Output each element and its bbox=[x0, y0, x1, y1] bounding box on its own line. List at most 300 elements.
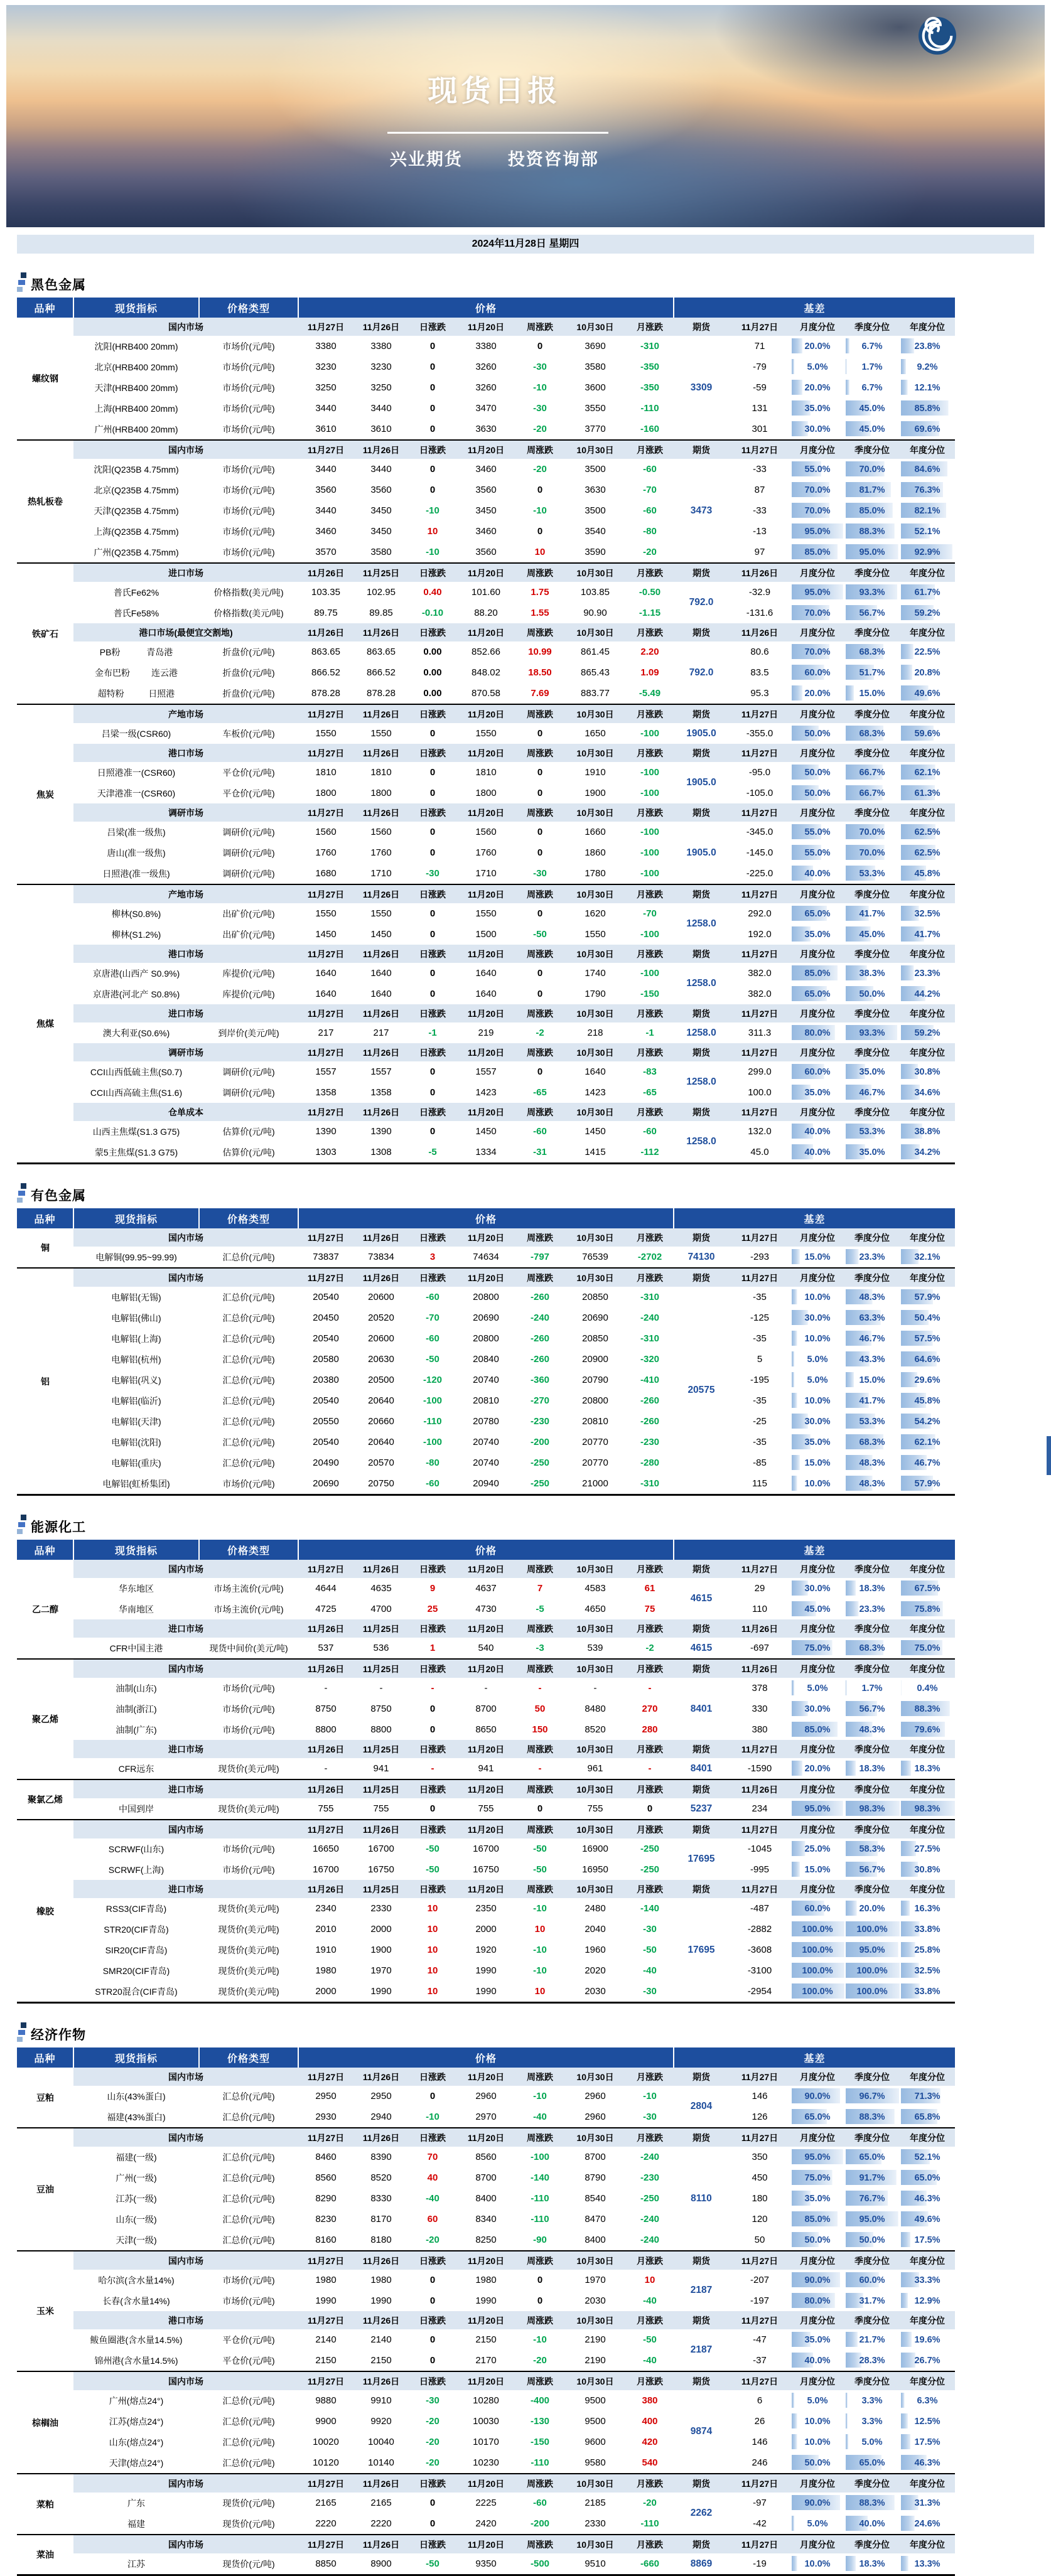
futures-cell: 1905.0 bbox=[686, 847, 716, 858]
price-cell: 3580 bbox=[585, 362, 606, 372]
section-bullet-icon bbox=[17, 1515, 27, 1536]
date-header-cell: 年度分位 bbox=[900, 1880, 955, 1898]
price-cell: - bbox=[324, 1683, 328, 1693]
date-header-cell: 11月27日 bbox=[729, 318, 790, 336]
col-head-variety: 品种 bbox=[17, 1540, 73, 1560]
table-row bbox=[17, 1719, 955, 1740]
date-header-cell: 11月27日 bbox=[298, 2474, 353, 2493]
indicator-cell: PB粉 青岛港 bbox=[99, 647, 173, 657]
futures-cell: 1905.0 bbox=[686, 777, 716, 788]
basis-cell: 299.0 bbox=[748, 1066, 772, 1077]
date-header-cell: 11月20日 bbox=[456, 2251, 515, 2270]
change-cell: -31 bbox=[533, 1147, 547, 1157]
price-cell: 8230 bbox=[315, 2214, 337, 2224]
change-cell: 0 bbox=[429, 2498, 436, 2508]
price-cell: 9600 bbox=[585, 2437, 606, 2447]
change-cell: -5 bbox=[428, 1147, 437, 1157]
change-cell: 7.69 bbox=[531, 688, 549, 699]
change-cell: -5.49 bbox=[639, 688, 661, 699]
date-header-cell: 11月27日 bbox=[729, 2535, 790, 2553]
price-cell: 1970 bbox=[370, 1965, 392, 1976]
change-cell: -797 bbox=[530, 1252, 550, 1262]
price-type-cell: 汇总价(元/吨) bbox=[222, 1457, 275, 1468]
date-header-cell: 10月30日 bbox=[564, 440, 626, 459]
date-header-cell: 季度分位 bbox=[844, 623, 900, 641]
indicator-cell: STR20(CIF青岛) bbox=[104, 1924, 169, 1935]
change-cell: -60 bbox=[426, 1333, 439, 1344]
variety-label: 菜油 bbox=[17, 2535, 73, 2574]
table-row bbox=[17, 662, 955, 683]
percentile-cell: 70.0% bbox=[844, 822, 900, 842]
price-cell: 852.66 bbox=[472, 647, 500, 657]
date-header-cell: 11月26日 bbox=[353, 2311, 409, 2329]
basis-cell: -97 bbox=[753, 2498, 767, 2508]
percentile-cell: 85.0% bbox=[844, 500, 900, 521]
indicator-cell: 电解铝(临沂) bbox=[111, 1395, 161, 1406]
change-cell: 0 bbox=[429, 485, 436, 495]
price-cell: 1810 bbox=[475, 767, 497, 778]
change-cell: 0 bbox=[537, 908, 543, 919]
date-header-cell: 日涨跌 bbox=[409, 1880, 456, 1898]
price-type-cell: 现货中间价(美元/吨) bbox=[209, 1643, 288, 1653]
date-header-cell: 11月27日 bbox=[729, 744, 790, 762]
date-header-cell: 期货 bbox=[674, 1043, 729, 1061]
change-cell: -260 bbox=[530, 1354, 550, 1365]
indicator-cell: 柳林(S1.2%) bbox=[111, 929, 161, 940]
price-cell: 20810 bbox=[582, 1416, 608, 1427]
percentile-cell: 90.0% bbox=[790, 2086, 844, 2106]
futures-cell: 2804 bbox=[690, 2101, 713, 2112]
change-cell: - bbox=[538, 1763, 542, 1774]
change-cell: -3 bbox=[536, 1643, 544, 1653]
change-cell: 0 bbox=[537, 2295, 543, 2306]
date-header-cell: 10月30日 bbox=[564, 2251, 626, 2270]
price-type-cell: 现货价(美元/吨) bbox=[218, 1803, 279, 1814]
percentile-cell: 20.8% bbox=[900, 662, 955, 683]
price-type-cell: 折盘价(元/吨) bbox=[222, 647, 275, 657]
table-row bbox=[17, 398, 955, 419]
percentile-cell: 35.0% bbox=[790, 1082, 844, 1103]
price-type-cell: 市场主流价(元/吨) bbox=[213, 1583, 284, 1594]
price-cell: 8460 bbox=[315, 2152, 337, 2162]
market-subheader-row bbox=[17, 1740, 955, 1758]
price-cell: 2165 bbox=[370, 2498, 392, 2508]
date-header-cell: 11月27日 bbox=[729, 1880, 790, 1898]
percentile-cell: 18.3% bbox=[900, 1758, 955, 1779]
price-type-cell: 调研价(元/吨) bbox=[222, 847, 275, 858]
date-header-cell: 月涨跌 bbox=[626, 2535, 674, 2553]
date-header-cell: 周涨跌 bbox=[515, 1103, 564, 1121]
date-header-cell: 季度分位 bbox=[844, 744, 900, 762]
percentile-cell: 62.1% bbox=[900, 1432, 955, 1452]
date-header-cell: 季度分位 bbox=[844, 1880, 900, 1898]
date-header-cell: 11月27日 bbox=[298, 1043, 353, 1061]
change-cell: -50 bbox=[533, 1864, 547, 1875]
price-type-cell: 汇总价(元/吨) bbox=[222, 2172, 275, 2183]
date-header-cell: 11月26日 bbox=[298, 1659, 353, 1678]
variety-label: 铝 bbox=[17, 1268, 73, 1494]
change-cell: -1.15 bbox=[639, 608, 661, 618]
change-cell: -50 bbox=[426, 1843, 439, 1854]
date-header-cell: 11月20日 bbox=[456, 318, 515, 336]
table-row bbox=[17, 1287, 955, 1307]
price-type-cell: 车板价(元/吨) bbox=[222, 728, 275, 739]
basis-cell: 330 bbox=[752, 1704, 768, 1714]
date-header-cell: 周涨跌 bbox=[515, 2474, 564, 2493]
date-header-cell: 11月26日 bbox=[729, 1619, 790, 1638]
price-cell: 9350 bbox=[475, 2558, 497, 2569]
date-header-cell: 年度分位 bbox=[900, 744, 955, 762]
variety-label: 玉米 bbox=[17, 2251, 73, 2371]
percentile-cell: 60.0% bbox=[844, 2270, 900, 2290]
change-cell: 0 bbox=[537, 767, 543, 778]
indicator-cell: 吕梁(准一级焦) bbox=[107, 827, 166, 837]
date-header-cell: 年度分位 bbox=[900, 440, 955, 459]
price-cell: 1560 bbox=[315, 827, 337, 837]
percentile-cell: 59.2% bbox=[900, 1022, 955, 1043]
indicator-cell: 华东地区 bbox=[119, 1583, 154, 1594]
change-cell: -150 bbox=[530, 2437, 550, 2447]
percentile-cell: 35.0% bbox=[844, 1142, 900, 1162]
change-cell: -260 bbox=[640, 1395, 660, 1406]
change-cell: 0 bbox=[537, 1066, 543, 1077]
percentile-cell: 5.0% bbox=[790, 357, 844, 377]
percentile-cell: 5.0% bbox=[790, 1349, 844, 1370]
percentile-cell: 85.0% bbox=[790, 1719, 844, 1740]
table-row bbox=[17, 1142, 955, 1162]
indicator-cell: 电解铝(上海) bbox=[111, 1333, 161, 1344]
basis-cell: 80.6 bbox=[750, 647, 769, 657]
percentile-cell: 68.3% bbox=[844, 723, 900, 744]
change-cell: 0 bbox=[429, 1087, 436, 1098]
price-cell: 20800 bbox=[473, 1333, 499, 1344]
percentile-cell: 46.7% bbox=[844, 1328, 900, 1349]
price-cell: 8790 bbox=[585, 2172, 606, 2183]
date-header-cell: 月度分位 bbox=[790, 704, 844, 723]
change-cell: 0 bbox=[429, 2518, 436, 2529]
percentile-cell: 29.6% bbox=[900, 1370, 955, 1390]
price-cell: 4700 bbox=[370, 1604, 392, 1614]
change-cell: 0 bbox=[429, 341, 436, 352]
price-cell: 8700 bbox=[475, 1704, 497, 1714]
percentile-cell: 30.0% bbox=[790, 1699, 844, 1719]
percentile-cell: 95.0% bbox=[790, 2147, 844, 2167]
percentile-cell: 56.7% bbox=[844, 603, 900, 623]
price-cell: 1800 bbox=[475, 788, 497, 798]
date-header-cell: 季度分位 bbox=[844, 1779, 900, 1798]
price-cell: 8800 bbox=[370, 1724, 392, 1735]
change-cell: -5 bbox=[536, 1604, 544, 1614]
percentile-cell: 57.9% bbox=[900, 1473, 955, 1494]
col-head-basis: 基差 bbox=[674, 2047, 955, 2068]
date-header-cell: 11月25日 bbox=[353, 563, 409, 582]
date-header-cell: 11月20日 bbox=[456, 440, 515, 459]
price-cell: 865.43 bbox=[581, 667, 610, 678]
date-header-cell: 月度分位 bbox=[790, 945, 844, 963]
change-cell: -10 bbox=[426, 547, 439, 557]
change-cell: -660 bbox=[640, 2558, 660, 2569]
percentile-cell: 12.5% bbox=[900, 2411, 955, 2432]
change-cell: 280 bbox=[642, 1724, 658, 1735]
table-head-row bbox=[17, 1540, 955, 1560]
section-table-wrap bbox=[17, 1208, 955, 1496]
change-cell: -60 bbox=[426, 1292, 439, 1302]
col-head-basis: 基差 bbox=[674, 1208, 955, 1228]
price-cell: 3260 bbox=[475, 362, 497, 372]
date-header-cell: 季度分位 bbox=[844, 2474, 900, 2493]
percentile-cell: 35.0% bbox=[790, 924, 844, 945]
market-subheader-row bbox=[17, 1228, 955, 1247]
date-header-cell: 11月26日 bbox=[353, 2474, 409, 2493]
change-cell: -200 bbox=[530, 2518, 550, 2529]
price-cell: 1660 bbox=[585, 827, 606, 837]
indicator-cell: 唐山(准一级焦) bbox=[107, 847, 166, 858]
date-header-cell: 11月27日 bbox=[298, 2128, 353, 2147]
change-cell: -260 bbox=[530, 1292, 550, 1302]
percentile-cell: 84.6% bbox=[900, 459, 955, 480]
date-header-cell: 11月27日 bbox=[729, 884, 790, 903]
price-cell: 103.35 bbox=[311, 587, 340, 598]
percentile-cell: 10.0% bbox=[790, 1328, 844, 1349]
price-cell: 21000 bbox=[582, 1478, 608, 1489]
date-header-cell: 年度分位 bbox=[900, 945, 955, 963]
price-cell: 1308 bbox=[370, 1147, 392, 1157]
price-cell: 1900 bbox=[370, 1945, 392, 1955]
price-type-cell: 市场价(元/吨) bbox=[222, 526, 275, 537]
col-head-price: 价格 bbox=[298, 2047, 674, 2068]
price-type-cell: 汇总价(元/吨) bbox=[222, 2457, 275, 2468]
basis-cell: -2882 bbox=[747, 1924, 772, 1935]
price-cell: 3540 bbox=[585, 526, 606, 537]
basis-cell: -2954 bbox=[747, 1986, 772, 1997]
date-header-cell: 季度分位 bbox=[844, 1103, 900, 1121]
date-header-cell: 周涨跌 bbox=[515, 884, 564, 903]
price-cell: 10140 bbox=[368, 2457, 394, 2468]
percentile-cell: 79.6% bbox=[900, 1719, 955, 1740]
price-cell: 1550 bbox=[315, 728, 337, 739]
date-header-cell: 11月26日 bbox=[353, 1268, 409, 1287]
change-cell: 0 bbox=[537, 341, 543, 352]
futures-cell: 17695 bbox=[687, 1944, 715, 1955]
basis-cell: -355.0 bbox=[746, 728, 773, 739]
change-cell: -100 bbox=[530, 2152, 550, 2162]
basis-cell: 120 bbox=[752, 2214, 768, 2224]
price-type-cell: 平仓价(元/吨) bbox=[222, 767, 275, 778]
table-row bbox=[17, 1678, 955, 1699]
date-header-cell: 季度分位 bbox=[844, 2068, 900, 2086]
price-cell: 1810 bbox=[370, 767, 392, 778]
change-cell: -65 bbox=[643, 1087, 657, 1098]
date-header-cell: 期货 bbox=[674, 1740, 729, 1758]
percentile-cell: 40.0% bbox=[844, 2513, 900, 2535]
change-cell: 0 bbox=[429, 464, 436, 475]
percentile-cell: 65.0% bbox=[790, 2106, 844, 2128]
date-header-cell: 11月26日 bbox=[353, 1103, 409, 1121]
section-bullet-icon bbox=[17, 1183, 27, 1205]
percentile-cell: 88.3% bbox=[844, 521, 900, 542]
table-row bbox=[17, 1758, 955, 1779]
percentile-cell: 10.0% bbox=[790, 2432, 844, 2452]
price-cell: 1920 bbox=[475, 1945, 497, 1955]
basis-cell: -59 bbox=[753, 382, 767, 393]
price-cell: 20780 bbox=[473, 1416, 499, 1427]
change-cell: 0 bbox=[429, 2091, 436, 2101]
date-header-cell: 11月27日 bbox=[729, 2311, 790, 2329]
change-cell: 1.75 bbox=[531, 587, 549, 598]
price-cell: 1450 bbox=[475, 1126, 497, 1137]
table-row bbox=[17, 1960, 955, 1981]
percentile-cell: 9.2% bbox=[900, 357, 955, 377]
basis-cell: 115 bbox=[752, 1478, 767, 1489]
price-cell: 848.02 bbox=[472, 667, 500, 678]
date-header-cell: 年度分位 bbox=[900, 1619, 955, 1638]
date-header-cell: 11月20日 bbox=[456, 704, 515, 723]
price-cell: 20540 bbox=[313, 1333, 339, 1344]
indicator-cell: 日照港准一(CSR60) bbox=[97, 767, 176, 778]
change-cell: -120 bbox=[423, 1375, 443, 1385]
table-row bbox=[17, 1328, 955, 1349]
price-cell: 863.65 bbox=[311, 647, 340, 657]
price-cell: 20810 bbox=[473, 1395, 499, 1406]
change-cell: -70 bbox=[643, 485, 657, 495]
percentile-cell: 35.0% bbox=[790, 1432, 844, 1452]
variety-label: 焦煤 bbox=[17, 884, 73, 1162]
date-header-cell: 11月26日 bbox=[353, 884, 409, 903]
change-cell: -0.10 bbox=[421, 608, 444, 618]
date-header-cell: 10月30日 bbox=[564, 2474, 626, 2493]
price-cell: 20600 bbox=[368, 1292, 394, 1302]
date-header-cell: 日涨跌 bbox=[409, 2251, 456, 2270]
data-table bbox=[17, 298, 955, 1162]
percentile-cell: 88.3% bbox=[844, 2106, 900, 2128]
price-cell: 20690 bbox=[582, 1312, 608, 1323]
date-header-cell: 月度分位 bbox=[790, 623, 844, 641]
price-cell: 73837 bbox=[313, 1252, 339, 1262]
date-header-cell: 月度分位 bbox=[790, 1560, 844, 1578]
indicator-cell: 北京(Q235B 4.75mm) bbox=[94, 485, 179, 495]
date-header-cell: 日涨跌 bbox=[409, 1659, 456, 1678]
change-cell: 0 bbox=[537, 526, 543, 537]
price-cell: 217 bbox=[318, 1028, 334, 1038]
price-cell: 1980 bbox=[370, 2275, 392, 2285]
indicator-cell: CFR远东 bbox=[118, 1763, 154, 1774]
market-label: 国内市场 bbox=[73, 2371, 298, 2390]
price-type-cell: 市场价(元/吨) bbox=[222, 403, 275, 414]
percentile-cell: 98.3% bbox=[900, 1798, 955, 1820]
change-cell: 0 bbox=[429, 2295, 436, 2306]
table-row bbox=[17, 1699, 955, 1719]
table-row bbox=[17, 1082, 955, 1103]
table-row bbox=[17, 2493, 955, 2513]
percentile-cell: 45.8% bbox=[900, 1390, 955, 1411]
percentile-cell: 95.0% bbox=[790, 582, 844, 603]
basis-cell: -19 bbox=[753, 2558, 767, 2569]
change-cell: 0 bbox=[429, 847, 436, 858]
percentile-cell: 57.5% bbox=[900, 1328, 955, 1349]
percentile-cell: 19.6% bbox=[900, 2329, 955, 2350]
percentile-cell: 88.3% bbox=[844, 2493, 900, 2513]
change-cell: -230 bbox=[640, 2172, 660, 2183]
basis-cell: -33 bbox=[753, 464, 767, 475]
change-cell: -100 bbox=[423, 1395, 443, 1406]
price-cell: 3580 bbox=[370, 547, 392, 557]
change-cell: -70 bbox=[426, 1312, 439, 1323]
percentile-cell: 68.3% bbox=[844, 1432, 900, 1452]
price-cell: 20770 bbox=[582, 1437, 608, 1447]
percentile-cell: 17.5% bbox=[900, 2230, 955, 2251]
futures-cell: 4615 bbox=[690, 1593, 713, 1604]
price-cell: 3250 bbox=[370, 382, 392, 393]
change-cell: -410 bbox=[640, 1375, 660, 1385]
change-cell: 75 bbox=[644, 1604, 655, 1614]
percentile-cell: 50.0% bbox=[844, 984, 900, 1004]
percentile-cell: 100.0% bbox=[790, 1919, 844, 1940]
market-label: 港口市场 bbox=[73, 2311, 298, 2329]
price-type-cell: 汇总价(元/吨) bbox=[222, 1395, 275, 1406]
change-cell: 0 bbox=[429, 1066, 436, 1077]
futures-cell: 1258.0 bbox=[686, 918, 716, 929]
basis-cell: 110 bbox=[752, 1604, 767, 1614]
indicator-cell: 上海(Q235B 4.75mm) bbox=[94, 526, 179, 537]
price-cell: 20640 bbox=[368, 1437, 394, 1447]
price-cell: 1557 bbox=[370, 1066, 392, 1077]
date-header-cell: 期货 bbox=[674, 623, 729, 641]
percentile-cell: 45.0% bbox=[844, 419, 900, 440]
date-header-cell: 11月20日 bbox=[456, 2371, 515, 2390]
price-cell: 8560 bbox=[315, 2172, 337, 2183]
percentile-cell: 66.7% bbox=[844, 783, 900, 803]
change-cell: 10 bbox=[534, 1986, 546, 1997]
price-cell: 1303 bbox=[315, 1147, 337, 1157]
indicator-cell: 江苏 bbox=[127, 2558, 145, 2569]
date-header-cell: 11月26日 bbox=[298, 1619, 353, 1638]
date-header-cell: 月涨跌 bbox=[626, 704, 674, 723]
indicator-cell: 电解铝(重庆) bbox=[111, 1457, 161, 1468]
futures-cell: 8401 bbox=[690, 1763, 713, 1774]
date-header-cell: 日涨跌 bbox=[409, 623, 456, 641]
price-cell: 4635 bbox=[370, 1583, 392, 1594]
price-type-cell: 调研价(元/吨) bbox=[222, 1087, 275, 1098]
price-cell: 8480 bbox=[585, 1704, 606, 1714]
percentile-cell: 45.8% bbox=[900, 863, 955, 884]
percentile-cell: 66.7% bbox=[844, 762, 900, 783]
date-header-cell: 10月30日 bbox=[564, 2371, 626, 2390]
price-type-cell: 市场价(元/吨) bbox=[222, 341, 275, 352]
date-header-cell: 期货 bbox=[674, 704, 729, 723]
price-type-cell: 估算价(元/吨) bbox=[222, 1126, 275, 1137]
price-type-cell: 市场价(元/吨) bbox=[222, 485, 275, 495]
price-cell: 2225 bbox=[475, 2498, 497, 2508]
market-subheader-row bbox=[17, 2474, 955, 2493]
date-header-cell: 季度分位 bbox=[844, 2128, 900, 2147]
change-cell: 10 bbox=[644, 2275, 655, 2285]
table-row bbox=[17, 1432, 955, 1452]
variety-label: 铁矿石 bbox=[17, 563, 73, 704]
percentile-cell: 80.0% bbox=[790, 1022, 844, 1043]
percentile-cell: 57.9% bbox=[900, 1287, 955, 1307]
basis-cell: -47 bbox=[753, 2334, 767, 2345]
basis-cell: 246 bbox=[752, 2457, 768, 2468]
table-row bbox=[17, 1578, 955, 1599]
percentile-cell: 75.0% bbox=[900, 1638, 955, 1659]
table-row bbox=[17, 822, 955, 842]
indicator-cell: 中国到岸 bbox=[119, 1803, 154, 1814]
price-cell: 2350 bbox=[475, 1903, 497, 1914]
change-cell: 0 bbox=[537, 485, 543, 495]
price-cell: 3600 bbox=[585, 382, 606, 393]
price-cell: 3590 bbox=[585, 547, 606, 557]
market-label: 仓单成本 bbox=[73, 1103, 298, 1121]
